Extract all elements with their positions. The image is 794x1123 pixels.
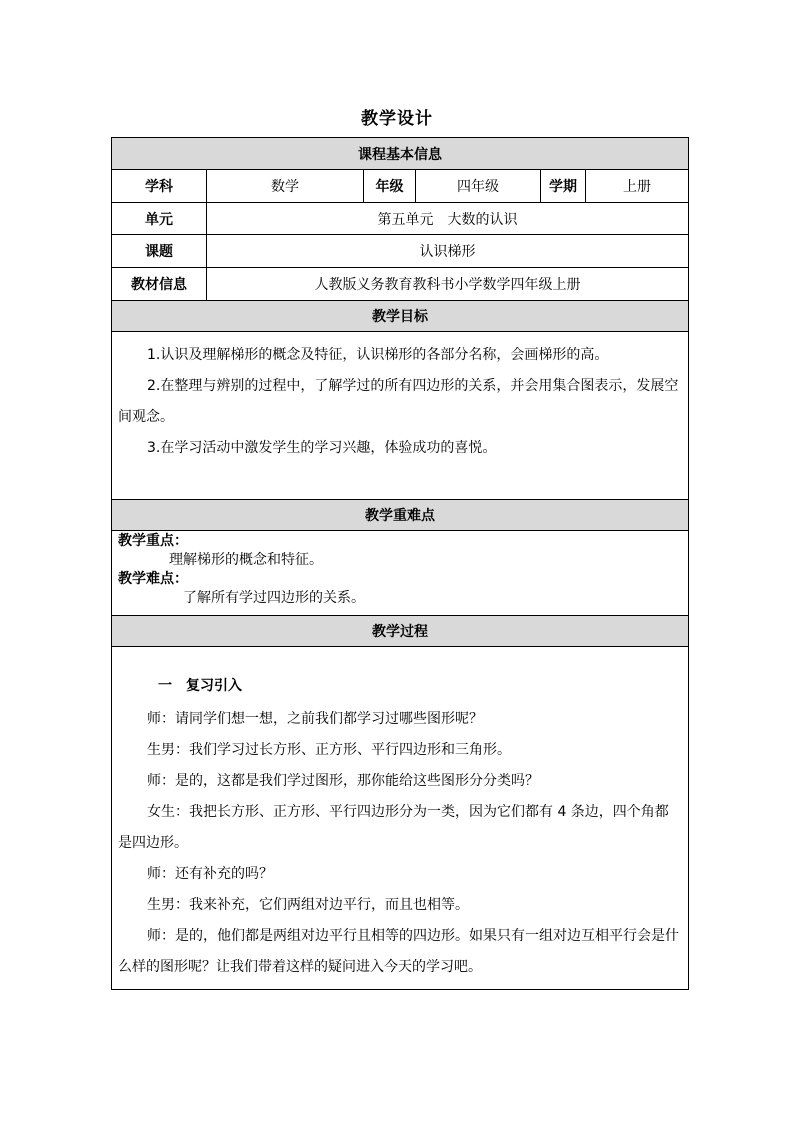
grade-label: 年级 [364,170,416,203]
dialogue-line: 生男：我来补充，它们两组对边平行，而且也相等。 [147,897,469,913]
objective-item: 2.在整理与辨别的过程中，了解学过的所有四边形的关系，并会用集合图表示，发展空间观念。 [118,378,679,425]
focus-label: 教学重点： [118,533,188,549]
textbook-value: 人教版义务教育教科书小学数学四年级上册 [207,268,689,301]
lesson-label: 课题 [112,235,207,268]
objective-item: 3.在学习活动中激发学生的学习兴趣，体验成功的喜悦。 [147,440,497,456]
basic-info-header: 课程基本信息 [112,138,689,170]
objectives-body [112,332,689,500]
focus-text: 理解梯形的概念和特征。 [169,552,323,568]
dialogue-line: 师：是的，他们都是两组对边平行且相等的四边形。如果只有一组对边互相平行会是什么样的图形呢？让我们带着这样的疑问进入今天的学习吧。 [118,928,679,975]
unit-value: 第五单元 大数的认识 [207,203,689,235]
subject-value: 数学 [207,170,364,203]
section-title: 一 复习引入 [158,678,242,694]
textbook-label: 教材信息 [112,268,207,301]
objectives-header: 教学目标 [112,301,689,332]
objective-item: 1.认识及理解梯形的概念及特征，认识梯形的各部分名称，会画梯形的高。 [147,347,609,363]
lesson-plan-table [111,137,689,990]
dialogue-line: 师：还有补充的吗？ [147,866,273,882]
dialogue-line: 师：请同学们想一想，之前我们都学习过哪些图形呢？ [147,711,483,727]
document-title: 教学设计 [361,109,433,129]
dialogue-line: 师：是的，这都是我们学过图形，那你能给这些图形分分类吗？ [147,773,539,789]
difficulty-label: 教学难点： [118,571,188,587]
dialogue-line: 女生：我把长方形、正方形、平行四边形分为一类，因为它们都有 4 条边，四个角都是四边形。 [118,804,669,851]
process-header: 教学过程 [112,616,689,647]
subject-label: 学科 [112,170,207,203]
dialogue-line: 生男：我们学习过长方形、正方形、平行四边形和三角形。 [147,742,511,758]
grade-value: 四年级 [416,170,541,203]
difficulty-text: 了解所有学过四边形的关系。 [183,590,365,606]
term-value: 上册 [586,170,689,203]
key-points-header: 教学重难点 [112,500,689,531]
key-points-body [112,531,689,616]
lesson-value: 认识梯形 [207,235,689,268]
unit-label: 单元 [112,203,207,235]
process-body [112,647,689,990]
term-label: 学期 [541,170,586,203]
